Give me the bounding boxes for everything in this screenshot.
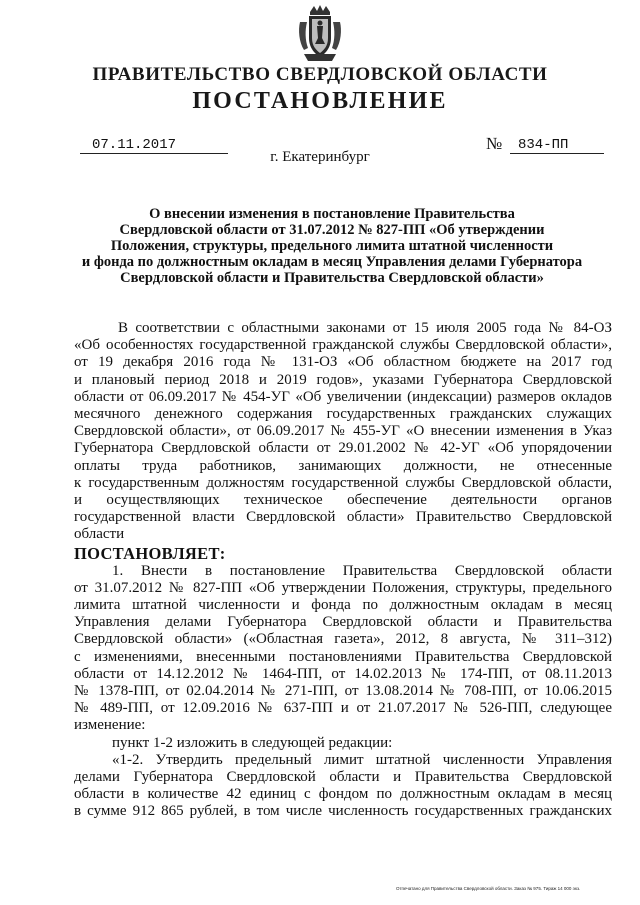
- item-line: Свердловской области» («Областная газета», 2012, 8 августа, № 311–312): [74, 631, 612, 648]
- document-number: 834-ПП: [510, 137, 604, 154]
- item-line: № 1378-ПП, от 02.04.2014 № 271-ПП, от 13.08.2014 № 708-ПП, от 10.06.2015: [74, 683, 612, 700]
- preamble-line: к государственным должностям государственной службы Свердловской области,: [74, 474, 612, 491]
- item-line: области от 14.12.2012 № 1464-ПП, от 14.02.2013 № 174-ПП, от 08.11.2013: [74, 665, 612, 682]
- item-line: 1. Внести в постановление Правительства Свердловской области: [112, 562, 612, 579]
- preamble-line: области от 06.09.2017 № 454-УГ «Об увеличении (индексации) размеров окладов: [74, 388, 612, 405]
- item-subline: пункт 1-2 изложить в следующей редакции:: [112, 734, 393, 751]
- heading-line: Положения, структуры, предельного лимита штатной численности: [110, 238, 554, 254]
- document-heading: [62, 206, 602, 286]
- preamble-line: В соответствии с областными законами от 15 июля 2005 года № 84-ОЗ: [118, 320, 612, 336]
- item-line: № 489-ПП, от 12.09.2016 № 637-ПП и от 21.07.2017 № 526-ПП, следующее: [74, 700, 612, 717]
- preamble-line: Свердловской области», от 06.09.2017 № 455-УГ «О внесении изменения в Указ: [74, 423, 612, 440]
- quote-line: в сумме 912 865 рублей, в том числе численность государственных гражданских: [74, 803, 612, 820]
- heading-line: Свердловской области и Правительства Свердловской области»: [120, 270, 544, 286]
- heading-line: О внесении изменения в постановление Правительства: [149, 206, 515, 222]
- sverdlovsk-coat-of-arms-icon: [296, 4, 344, 64]
- preamble-line: Губернатора Свердловской области от 29.01.2002 № 42-УГ «Об упорядочении: [74, 440, 612, 457]
- print-footer-note: Отпечатано для Правительства Свердловской области. Заказ № 975. Тираж 14 000 экз.: [396, 886, 581, 891]
- preamble-line: «Об особенностях государственной гражданской службы Свердловской области»,: [74, 337, 612, 354]
- quote-line: области в количестве 42 единиц с фондом по должностным окладам в месяц: [74, 786, 612, 803]
- government-title: ПРАВИТЕЛЬСТВО СВЕРДЛОВСКОЙ ОБЛАСТИ: [92, 64, 548, 85]
- item-line: с изменениями, внесенными постановлениями Правительства Свердловской: [74, 648, 612, 665]
- preamble-line: и плановый период 2018 и 2019 годов», указами Губернатора Свердловской: [74, 371, 612, 388]
- document-date: 07.11.2017: [80, 137, 228, 154]
- preamble-line: государственной власти Свердловской области» Правительство Свердловской: [74, 509, 612, 526]
- document-type-title: ПОСТАНОВЛЕНИЕ: [192, 88, 448, 114]
- preamble-line: области: [74, 526, 125, 543]
- preamble-line: от 19 декабря 2016 года № 131-ОЗ «Об областном бюджете на 2017 год: [74, 354, 612, 371]
- preamble-line: оплаты труда работников, занимающих должности, не отнесенные: [74, 457, 612, 474]
- quote-line: делами Губернатора Свердловской области и Правительства Свердловской: [74, 769, 612, 786]
- preamble-line: месячного денежного содержания государственных гражданских служащих: [74, 406, 612, 423]
- document-city: г. Екатеринбург: [270, 149, 370, 165]
- document-number-label: №: [486, 134, 503, 153]
- heading-line: и фонда по должностным окладам в месяц Управления делами Губернатора: [81, 254, 583, 270]
- quote-line: «1-2. Утвердить предельный лимит штатной численности Управления: [112, 751, 612, 768]
- decree-word: ПОСТАНОВЛЯЕТ:: [74, 543, 226, 563]
- item-line: изменение:: [74, 717, 146, 734]
- document-body: [74, 320, 612, 821]
- item-line: Управления делами Губернатора Свердловской области и Правительства: [74, 614, 612, 631]
- item-line: лимита штатной численности и фонда по должностным окладам в месяц: [74, 597, 612, 614]
- preamble-line: и осуществляющих техническое обеспечение деятельности органов: [74, 492, 612, 509]
- heading-line: Свердловской области от 31.07.2012 № 827-ПП «Об утверждении: [119, 222, 545, 238]
- item-line: от 31.07.2012 № 827-ПП «Об утверждении Положения, структуры, предельного: [74, 579, 612, 596]
